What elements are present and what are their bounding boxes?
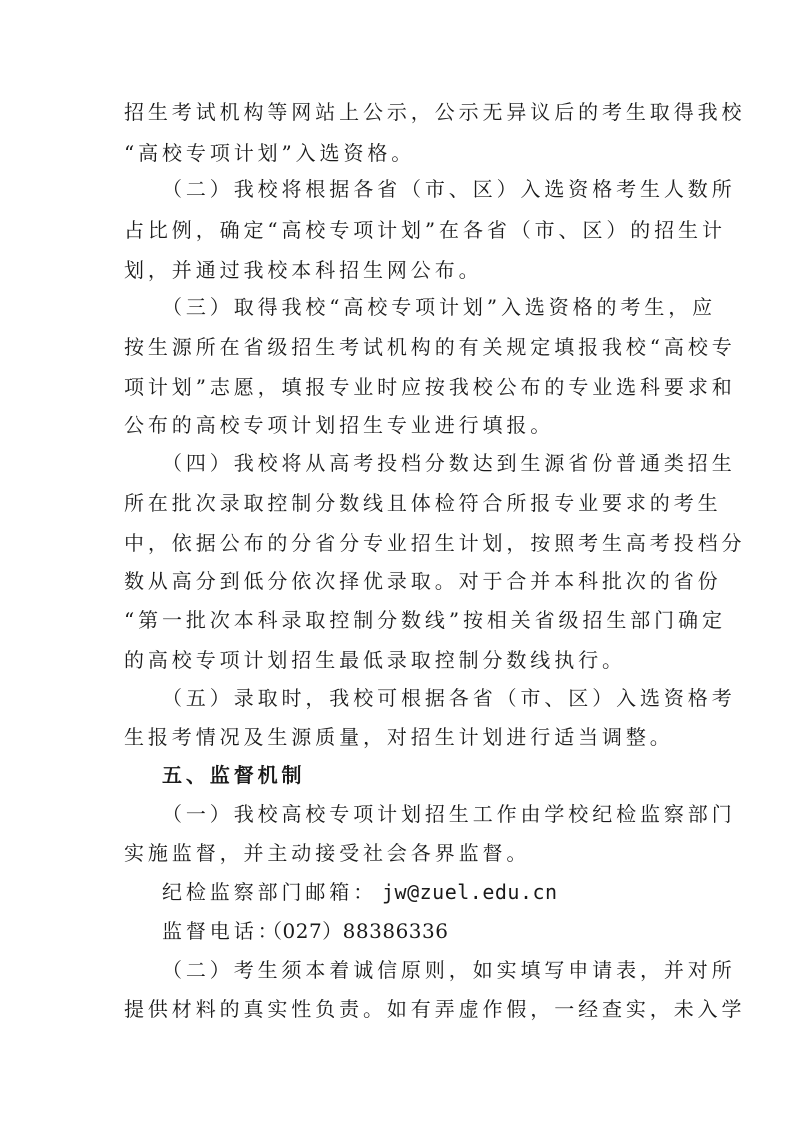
paragraph-line: “高校专项计划”入选资格。 xyxy=(124,141,416,165)
paragraph-line: “第一批次本科录取控制分数线”按相关省级招生部门确定 xyxy=(124,608,726,632)
paragraph-line: 生报考情况及生源质量，对招生计划进行适当调整。 xyxy=(124,725,674,749)
paragraph-line: （四）我校将从高考投档分数达到生源省份普通类招生 xyxy=(162,451,736,475)
paragraph-line: （二）我校将根据各省（市、区）入选资格考生人数所 xyxy=(162,177,736,201)
paragraph-line: 占比例，确定“高校专项计划”在各省（市、区）的招生计 xyxy=(124,218,726,242)
paragraph-line: 数从高分到低分依次择优录取。对于合并本科批次的省份 xyxy=(124,569,722,593)
email-address: jw@zuel.edu.cn xyxy=(382,880,558,904)
paragraph-line: 中，依据公布的分省分专业招生计划，按照考生高考投档分 xyxy=(124,531,746,555)
phone-label: 监督电话： xyxy=(162,919,282,943)
paragraph-line: 按生源所在省级招生考试机构的有关规定填报我校“高校专 xyxy=(124,335,736,359)
paragraph-line: 公布的高校专项计划招生专业进行填报。 xyxy=(124,413,555,437)
phone-number: （027）88386336 xyxy=(262,919,449,943)
paragraph-line: 所在批次录取控制分数线且体检符合所报专业要求的考生 xyxy=(124,491,722,515)
paragraph-line: （一）我校高校专项计划招生工作由学校纪检监察部门 xyxy=(162,802,736,826)
paragraph-line: 实施监督，并主动接受社会各界监督。 xyxy=(124,841,531,865)
paragraph-line: 招生考试机构等网站上公示，公示无异议后的考生取得我校 xyxy=(124,100,746,124)
paragraph-line: 的高校专项计划招生最低录取控制分数线执行。 xyxy=(124,648,626,672)
paragraph-line: 提供材料的真实性负责。如有弄虚作假，一经查实，未入学 xyxy=(124,997,746,1021)
section-heading: 五、监督机制 xyxy=(162,763,306,787)
email-label: 纪检监察部门邮箱： xyxy=(162,880,378,904)
paragraph-line: （二）考生须本着诚信原则，如实填写申请表，并对所 xyxy=(162,958,736,982)
paragraph-line: 项计划”志愿，填报专业时应按我校公布的专业选科要求和 xyxy=(124,375,736,399)
paragraph-line: （三）取得我校“高校专项计划”入选资格的考生，应 xyxy=(162,295,717,319)
paragraph-line: 划，并通过我校本科招生网公布。 xyxy=(124,258,483,282)
paragraph-line: （五）录取时，我校可根据各省（市、区）入选资格考 xyxy=(162,686,736,710)
